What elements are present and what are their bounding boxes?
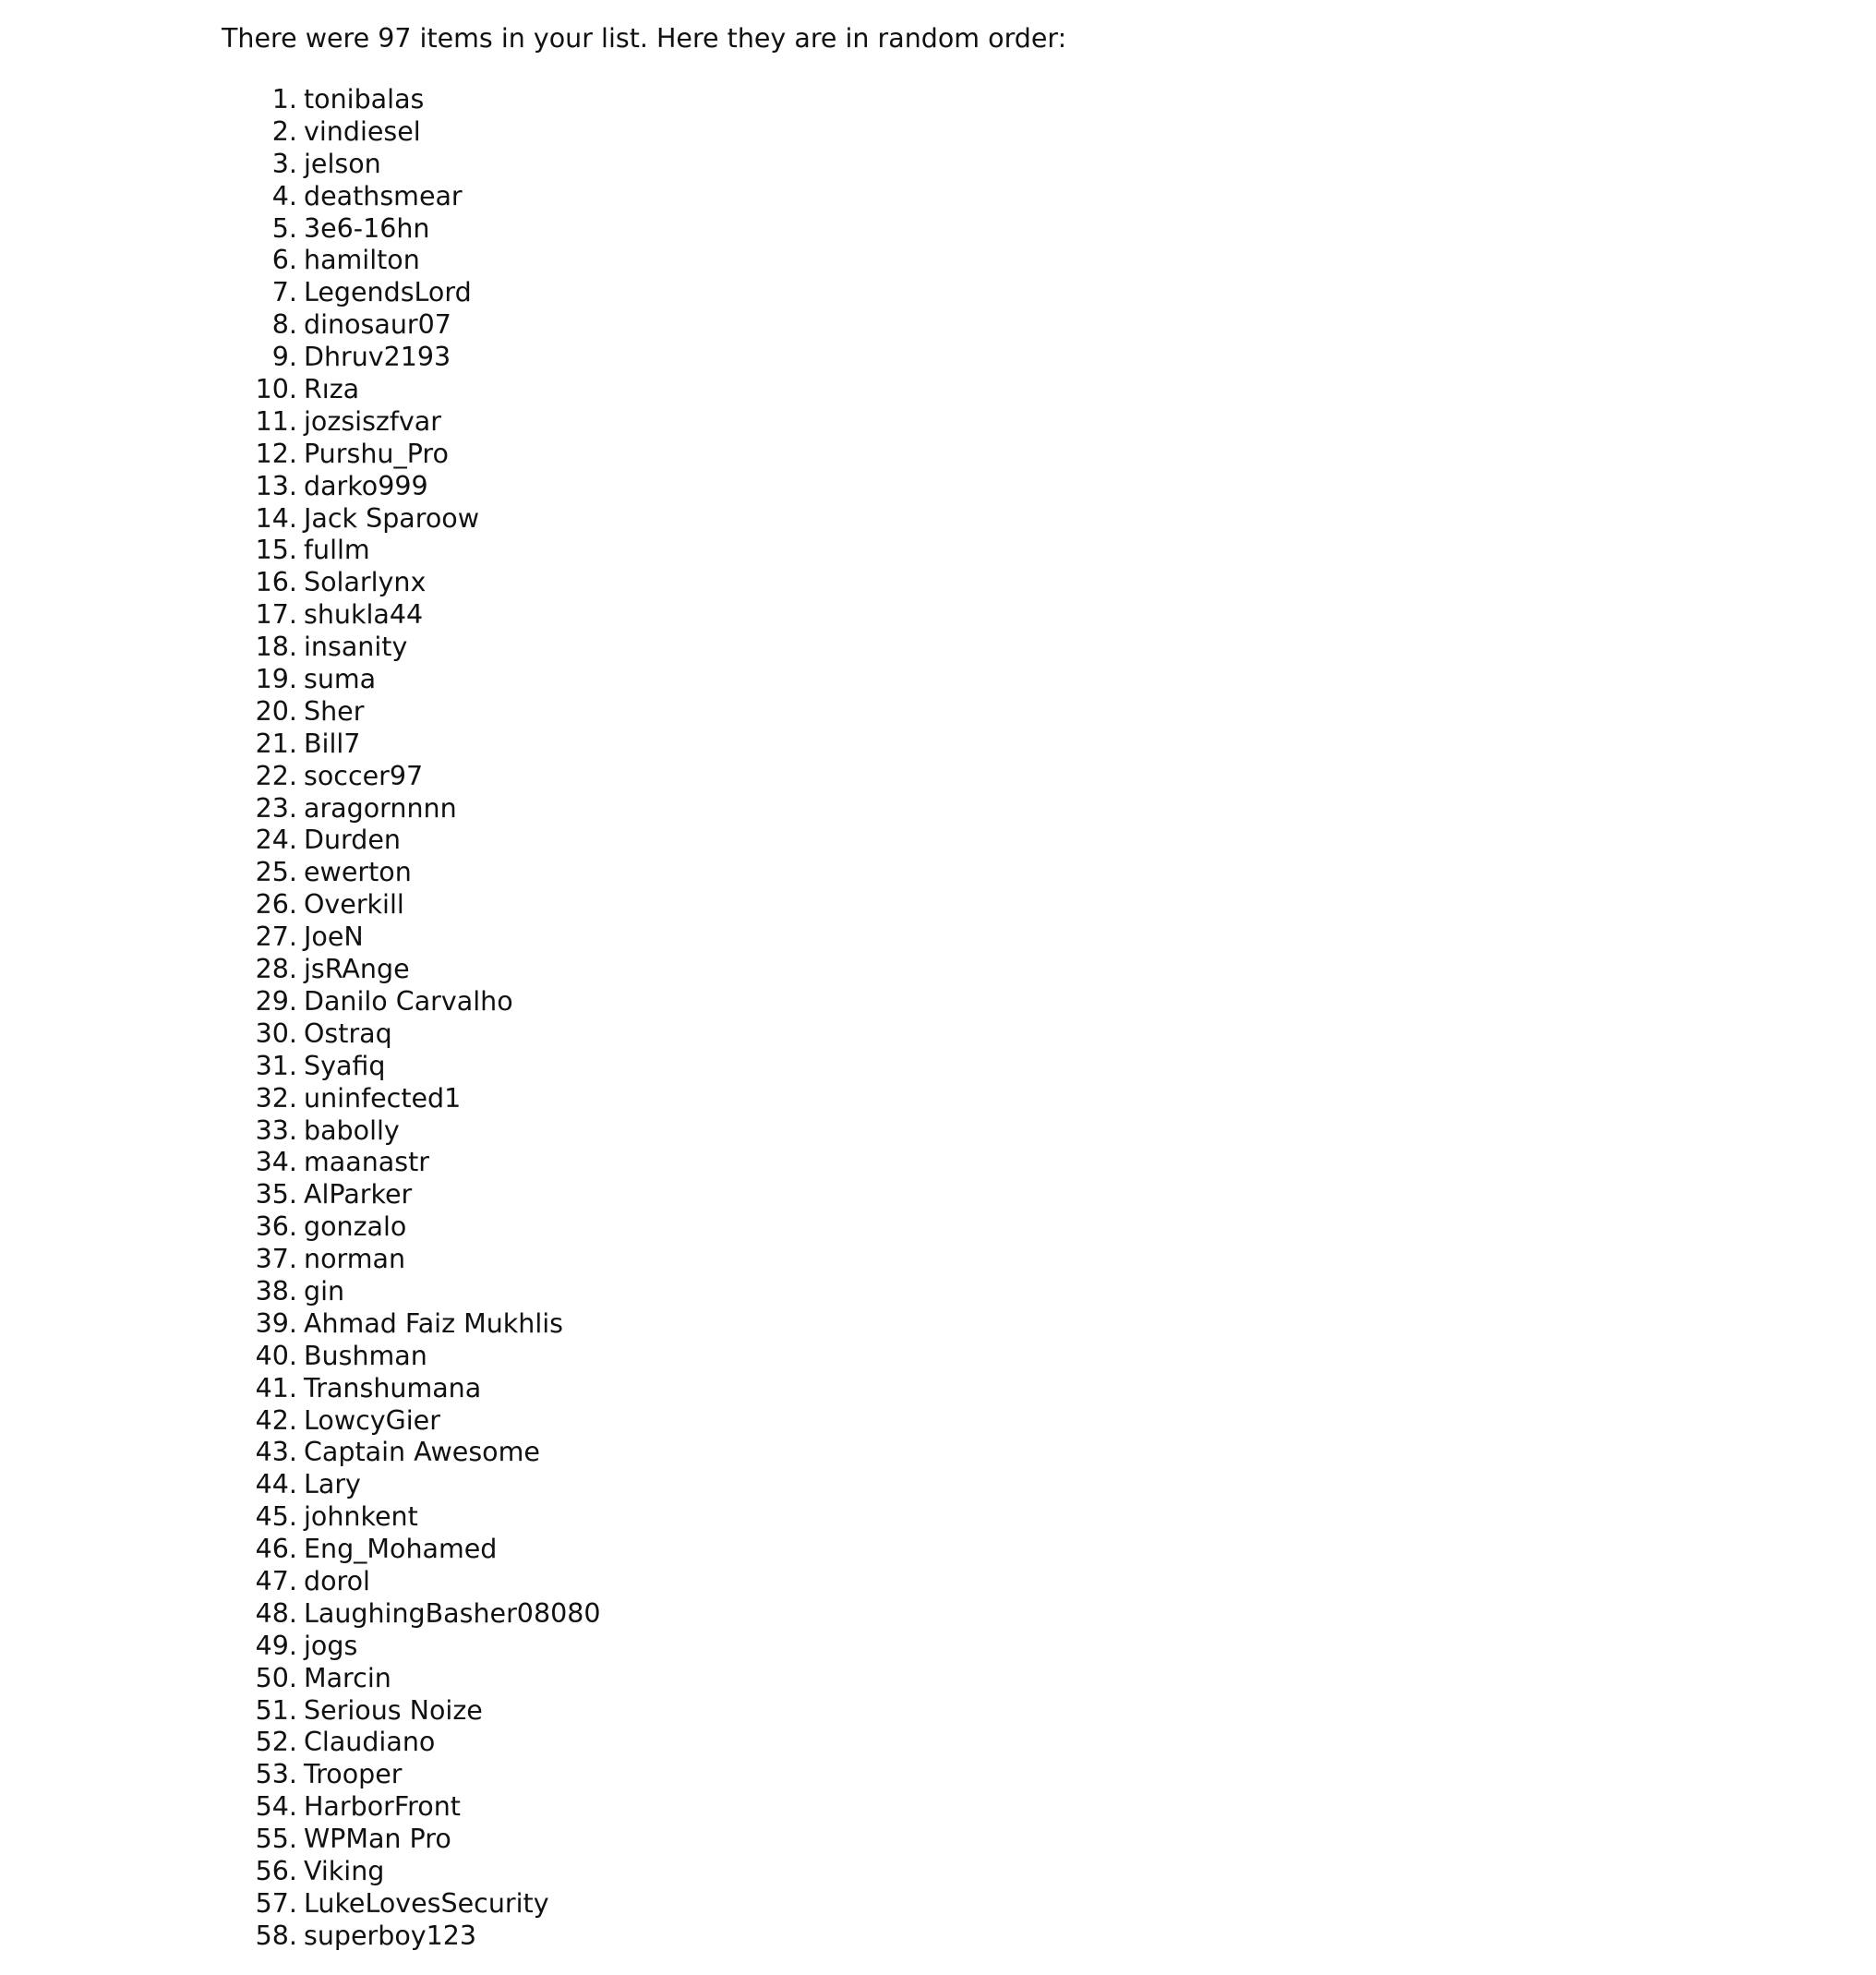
list-item-label: Lary (304, 1469, 361, 1500)
list-item-number: 58. (255, 1920, 297, 1951)
list-item-label: dinosaur07 (304, 309, 451, 341)
list-item-label: Bushman (304, 1340, 427, 1371)
list-item-number: 16. (255, 567, 297, 598)
list-item-label: dorol (304, 1565, 370, 1596)
list-item-number: 3. (271, 148, 297, 179)
list-item-number: 45. (255, 1501, 297, 1533)
list-item-number: 21. (255, 728, 297, 759)
list-item (222, 599, 1791, 632)
list-item-label: superboy123 (304, 1920, 477, 1951)
list-item-number: 17. (255, 599, 297, 631)
list-item-number: 31. (255, 1050, 297, 1081)
list-item-number: 26. (255, 889, 297, 921)
list-item-number: 54. (255, 1791, 297, 1823)
list-item-label: gonzalo (304, 1211, 407, 1243)
list-item (222, 921, 1791, 954)
list-item (222, 889, 1791, 921)
list-item (222, 1759, 1791, 1791)
list-item-label: norman (304, 1244, 406, 1275)
list-item-number: 9. (271, 342, 297, 373)
list-item-label: Dhruv2193 (304, 342, 451, 373)
list-item-number: 42. (255, 1404, 297, 1436)
list-item (222, 954, 1791, 986)
list-item (222, 1856, 1791, 1888)
list-item-number: 46. (255, 1534, 297, 1565)
list-item (222, 213, 1791, 246)
list-item-label: johnkent (304, 1501, 418, 1533)
list-item-number: 43. (255, 1437, 297, 1468)
list-item-number: 23. (255, 792, 297, 824)
list-item-label: babolly (304, 1114, 400, 1146)
list-item (222, 986, 1791, 1018)
list-item-number: 38. (255, 1275, 297, 1307)
list-item (222, 1501, 1791, 1534)
list-item-number: 28. (255, 954, 297, 985)
list-item-label: AlParker (304, 1179, 413, 1210)
list-item (222, 632, 1791, 664)
list-item (222, 1276, 1791, 1308)
list-item-number: 55. (255, 1824, 297, 1855)
list-item-number: 35. (255, 1179, 297, 1210)
list-item (222, 1051, 1791, 1083)
list-item-label: vindiesel (304, 115, 421, 147)
list-item-number: 20. (255, 695, 297, 727)
list-item-label: JoeN (304, 921, 364, 953)
list-item-label: WPMan Pro (304, 1824, 451, 1855)
list-item (222, 245, 1791, 277)
list-item (222, 277, 1791, 309)
list-item-label: hamilton (304, 245, 420, 276)
list-item-label: ewerton (304, 857, 412, 888)
list-item (222, 1147, 1791, 1179)
list-item (222, 825, 1791, 857)
random-order-list (222, 84, 1791, 1953)
list-item (222, 374, 1791, 406)
list-item (222, 1663, 1791, 1695)
list-item-label: shukla44 (304, 599, 424, 631)
list-item (222, 1083, 1791, 1115)
list-item (222, 1888, 1791, 1921)
list-item-number: 12. (255, 438, 297, 469)
list-item-label: jsRAnge (304, 954, 410, 985)
list-item (222, 1018, 1791, 1051)
list-item-number: 4. (271, 180, 297, 211)
list-item (222, 761, 1791, 793)
list-item-number: 39. (255, 1307, 297, 1339)
list-item-number: 1. (271, 84, 297, 114)
list-item-number: 44. (255, 1469, 297, 1500)
list-item-label: Eng_Mohamed (304, 1534, 498, 1565)
list-item (222, 1631, 1791, 1663)
list-item-label: Sher (304, 695, 365, 727)
list-item (222, 567, 1791, 599)
list-item-number: 6. (271, 245, 297, 276)
list-item-label: Durden (304, 825, 401, 856)
list-item (222, 1921, 1791, 1953)
list-item-number: 32. (255, 1082, 297, 1114)
list-item-number: 11. (255, 405, 297, 437)
list-item (222, 1824, 1791, 1856)
list-item-number: 51. (255, 1694, 297, 1726)
list-item-number: 27. (255, 921, 297, 953)
list-item-label: Rıza (304, 374, 360, 405)
list-item (222, 857, 1791, 889)
list-item-label: Solarlynx (304, 567, 427, 598)
list-item (222, 1534, 1791, 1566)
list-item (222, 1211, 1791, 1244)
list-item-number: 10. (255, 374, 297, 405)
list-item (222, 1469, 1791, 1501)
list-item (222, 1115, 1791, 1148)
list-item-label: jelson (304, 148, 381, 179)
list-item-number: 30. (255, 1018, 297, 1049)
list-item (222, 503, 1791, 536)
list-item (222, 1727, 1791, 1759)
list-item (222, 116, 1791, 149)
list-item-label: aragornnnn (304, 792, 457, 824)
list-item-label: LaughingBasher08080 (304, 1597, 601, 1629)
list-item-number: 52. (255, 1727, 297, 1758)
list-item (222, 1244, 1791, 1276)
list-item (222, 342, 1791, 374)
list-item-number: 57. (255, 1887, 297, 1919)
list-item (222, 406, 1791, 439)
list-item-number: 41. (255, 1372, 297, 1403)
list-item (222, 1341, 1791, 1373)
list-item-label: Marcin (304, 1662, 391, 1693)
intro-text: There were 97 items in your list. Here they are in random order: (222, 23, 1067, 54)
list-item (222, 471, 1791, 503)
list-item-label: gin (304, 1275, 345, 1307)
list-item-label: uninfected1 (304, 1082, 462, 1114)
list-item-label: fullm (304, 535, 370, 566)
list-item-label: Syafiq (304, 1050, 386, 1081)
list-item (222, 1791, 1791, 1824)
list-item (222, 664, 1791, 696)
list-item-number: 7. (271, 277, 297, 308)
list-item-label: HarborFront (304, 1791, 461, 1823)
list-item-label: Serious Noize (304, 1694, 483, 1726)
list-item-number: 47. (255, 1565, 297, 1596)
list-item-label: maanastr (304, 1147, 429, 1178)
list-item-number: 19. (255, 664, 297, 695)
list-item (222, 696, 1791, 729)
list-item-number: 8. (271, 309, 297, 341)
list-item-number: 50. (255, 1662, 297, 1693)
list-item-number: 22. (255, 760, 297, 791)
list-item-label: tonibalas (304, 84, 425, 114)
list-item-label: LowcyGier (304, 1404, 440, 1436)
list-item-number: 2. (271, 115, 297, 147)
list-item (222, 1695, 1791, 1728)
list-item (222, 1437, 1791, 1469)
list-item (222, 1598, 1791, 1631)
list-item-label: deathsmear (304, 180, 463, 211)
list-item-label: Viking (304, 1855, 385, 1886)
list-item-label: 3e6-16hn (304, 212, 430, 244)
list-item-label: LegendsLord (304, 277, 472, 308)
list-item-number: 15. (255, 535, 297, 566)
list-item-label: Claudiano (304, 1727, 436, 1758)
list-item-label: Purshu_Pro (304, 438, 449, 469)
list-item-number: 25. (255, 857, 297, 888)
list-item-label: Bill7 (304, 728, 361, 759)
list-item-number: 29. (255, 985, 297, 1017)
list-item-label: Trooper (304, 1759, 403, 1790)
list-item (222, 1405, 1791, 1438)
list-item-number: 53. (255, 1759, 297, 1790)
page-content (222, 20, 1791, 1953)
list-item-label: Ahmad Faiz Mukhlis (304, 1307, 564, 1339)
list-item-number: 36. (255, 1211, 297, 1243)
list-item-number: 49. (255, 1630, 297, 1661)
list-item-number: 56. (255, 1855, 297, 1886)
list-item (222, 1566, 1791, 1598)
list-item-number: 5. (271, 212, 297, 244)
list-item-label: Overkill (304, 889, 404, 921)
list-item-number: 40. (255, 1340, 297, 1371)
list-item-number: 34. (255, 1147, 297, 1178)
list-item (222, 439, 1791, 471)
list-item (222, 84, 1791, 116)
list-item (222, 793, 1791, 825)
list-item (222, 729, 1791, 761)
list-item (222, 309, 1791, 342)
list-item-number: 33. (255, 1114, 297, 1146)
list-item (222, 149, 1791, 181)
list-item-number: 37. (255, 1244, 297, 1275)
list-item-label: darko999 (304, 470, 428, 501)
list-item-number: 48. (255, 1597, 297, 1629)
list-item (222, 535, 1791, 567)
list-item-number: 13. (255, 470, 297, 501)
list-item-label: Ostraq (304, 1018, 392, 1049)
list-item-label: suma (304, 664, 377, 695)
list-item (222, 1373, 1791, 1405)
list-item-number: 18. (255, 632, 297, 663)
list-item-label: Captain Awesome (304, 1437, 540, 1468)
list-item-label: LukeLovesSecurity (304, 1887, 549, 1919)
list-item-label: Danilo Carvalho (304, 985, 513, 1017)
list-item (222, 181, 1791, 213)
list-item (222, 1179, 1791, 1211)
list-item-label: Transhumana (304, 1372, 482, 1403)
list-item-label: Jack Sparoow (304, 502, 480, 534)
list-item-label: soccer97 (304, 760, 424, 791)
list-item-label: insanity (304, 632, 408, 663)
list-item-label: jogs (304, 1630, 358, 1661)
list-item (222, 1308, 1791, 1341)
list-item-number: 24. (255, 825, 297, 856)
list-item-label: jozsiszfvar (304, 405, 441, 437)
list-item-number: 14. (255, 502, 297, 534)
